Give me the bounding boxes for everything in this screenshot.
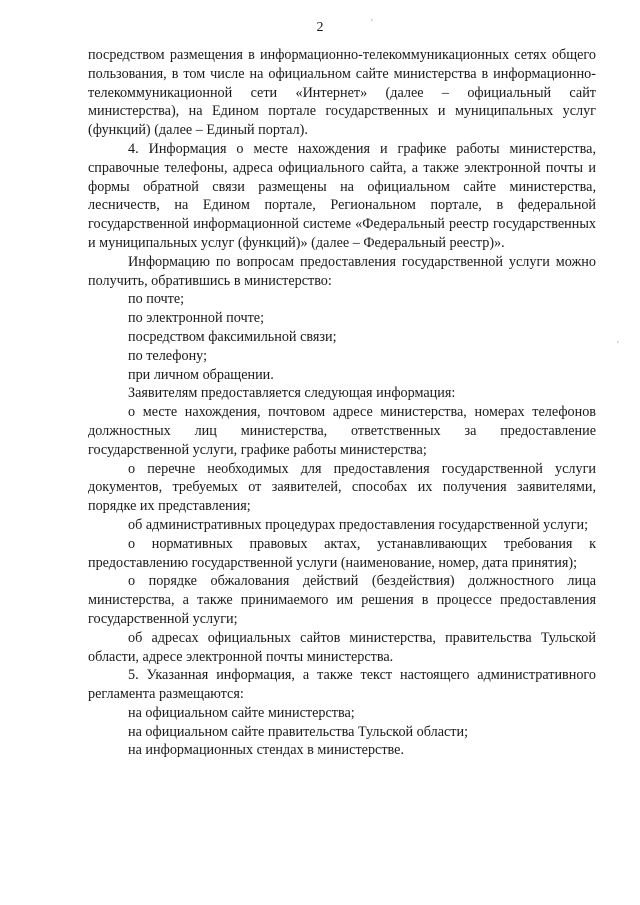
- scan-tick-mark: ': [617, 340, 619, 351]
- placement-list-item: на официальном сайте правительства Тульской области;: [128, 723, 469, 740]
- info-list-item: о порядке обжалования действий (бездействия) должностного лица министерства, а также принимаемого им решения в процессе предоставления государственной услуги;: [88, 573, 596, 627]
- list-item: при личном обращении.: [128, 366, 274, 383]
- paragraph-info-provided: Заявителям предоставляется следующая информация:: [128, 385, 456, 402]
- info-list-item: о месте нахождения, почтовом адресе министерства, номерах телефонов должностных лиц министерства, ответственных за предоставление государственной услуги, графике работы министерства;: [88, 404, 596, 458]
- page-number: 2: [316, 20, 324, 35]
- info-list-item: о перечне необходимых для предоставления государственной услуги документов, требуемых от заявителей, способах их получения заявителями, порядке их представления;: [88, 460, 596, 515]
- info-list-item: об адресах официальных сайтов министерства, правительства Тульской области, адресе электронной почты министерства.: [88, 629, 596, 665]
- info-list-item: об административных процедурах предоставления государственной услуги;: [128, 516, 589, 533]
- info-list-item: о нормативных правовых актах, устанавливающих требования к предоставлению государственной услуги (наименование, номер, дата принятия);: [88, 535, 596, 571]
- list-item: по телефону;: [128, 347, 208, 364]
- placement-list-item: на информационных стендах в министерстве.: [128, 742, 404, 759]
- scan-tick-mark: ': [371, 18, 373, 29]
- list-item: по почте;: [128, 291, 185, 308]
- paragraph-continuation: посредством размещения в информационно-телекоммуникационных сетях общего пользования, в том числе на официальном сайте министерства в информационно-телекоммуникационной сети «Интернет» (далее – официальный сайт министерства), на Едином портале государственных и муниципальных услуг (функций) (далее – Единый портал).: [88, 47, 596, 139]
- paragraph-item-4: 4. Информация о месте нахождения и графике работы министерства, справочные телефоны, адреса официального сайта, а также электронной почты и формы обратной связи размещены на официальном сайте министерства, лесничеств, на Едином портале, Региональном портале, в федеральной государственной информационной системе «Федеральный реестр государственных и муниципальных услуг (функций)» (далее – Федеральный реестр)».: [88, 140, 596, 251]
- placement-list-item: на официальном сайте министерства;: [128, 704, 355, 721]
- list-item: по электронной почте;: [128, 310, 265, 327]
- list-item: посредством факсимильной связи;: [128, 328, 337, 345]
- paragraph-info-request: Информацию по вопросам предоставления государственной услуги можно получить, обратившись в министерство:: [88, 253, 596, 289]
- paragraph-item-5: 5. Указанная информация, а также текст настоящего административного регламента размещаются:: [88, 667, 596, 703]
- document-body: [88, 46, 596, 760]
